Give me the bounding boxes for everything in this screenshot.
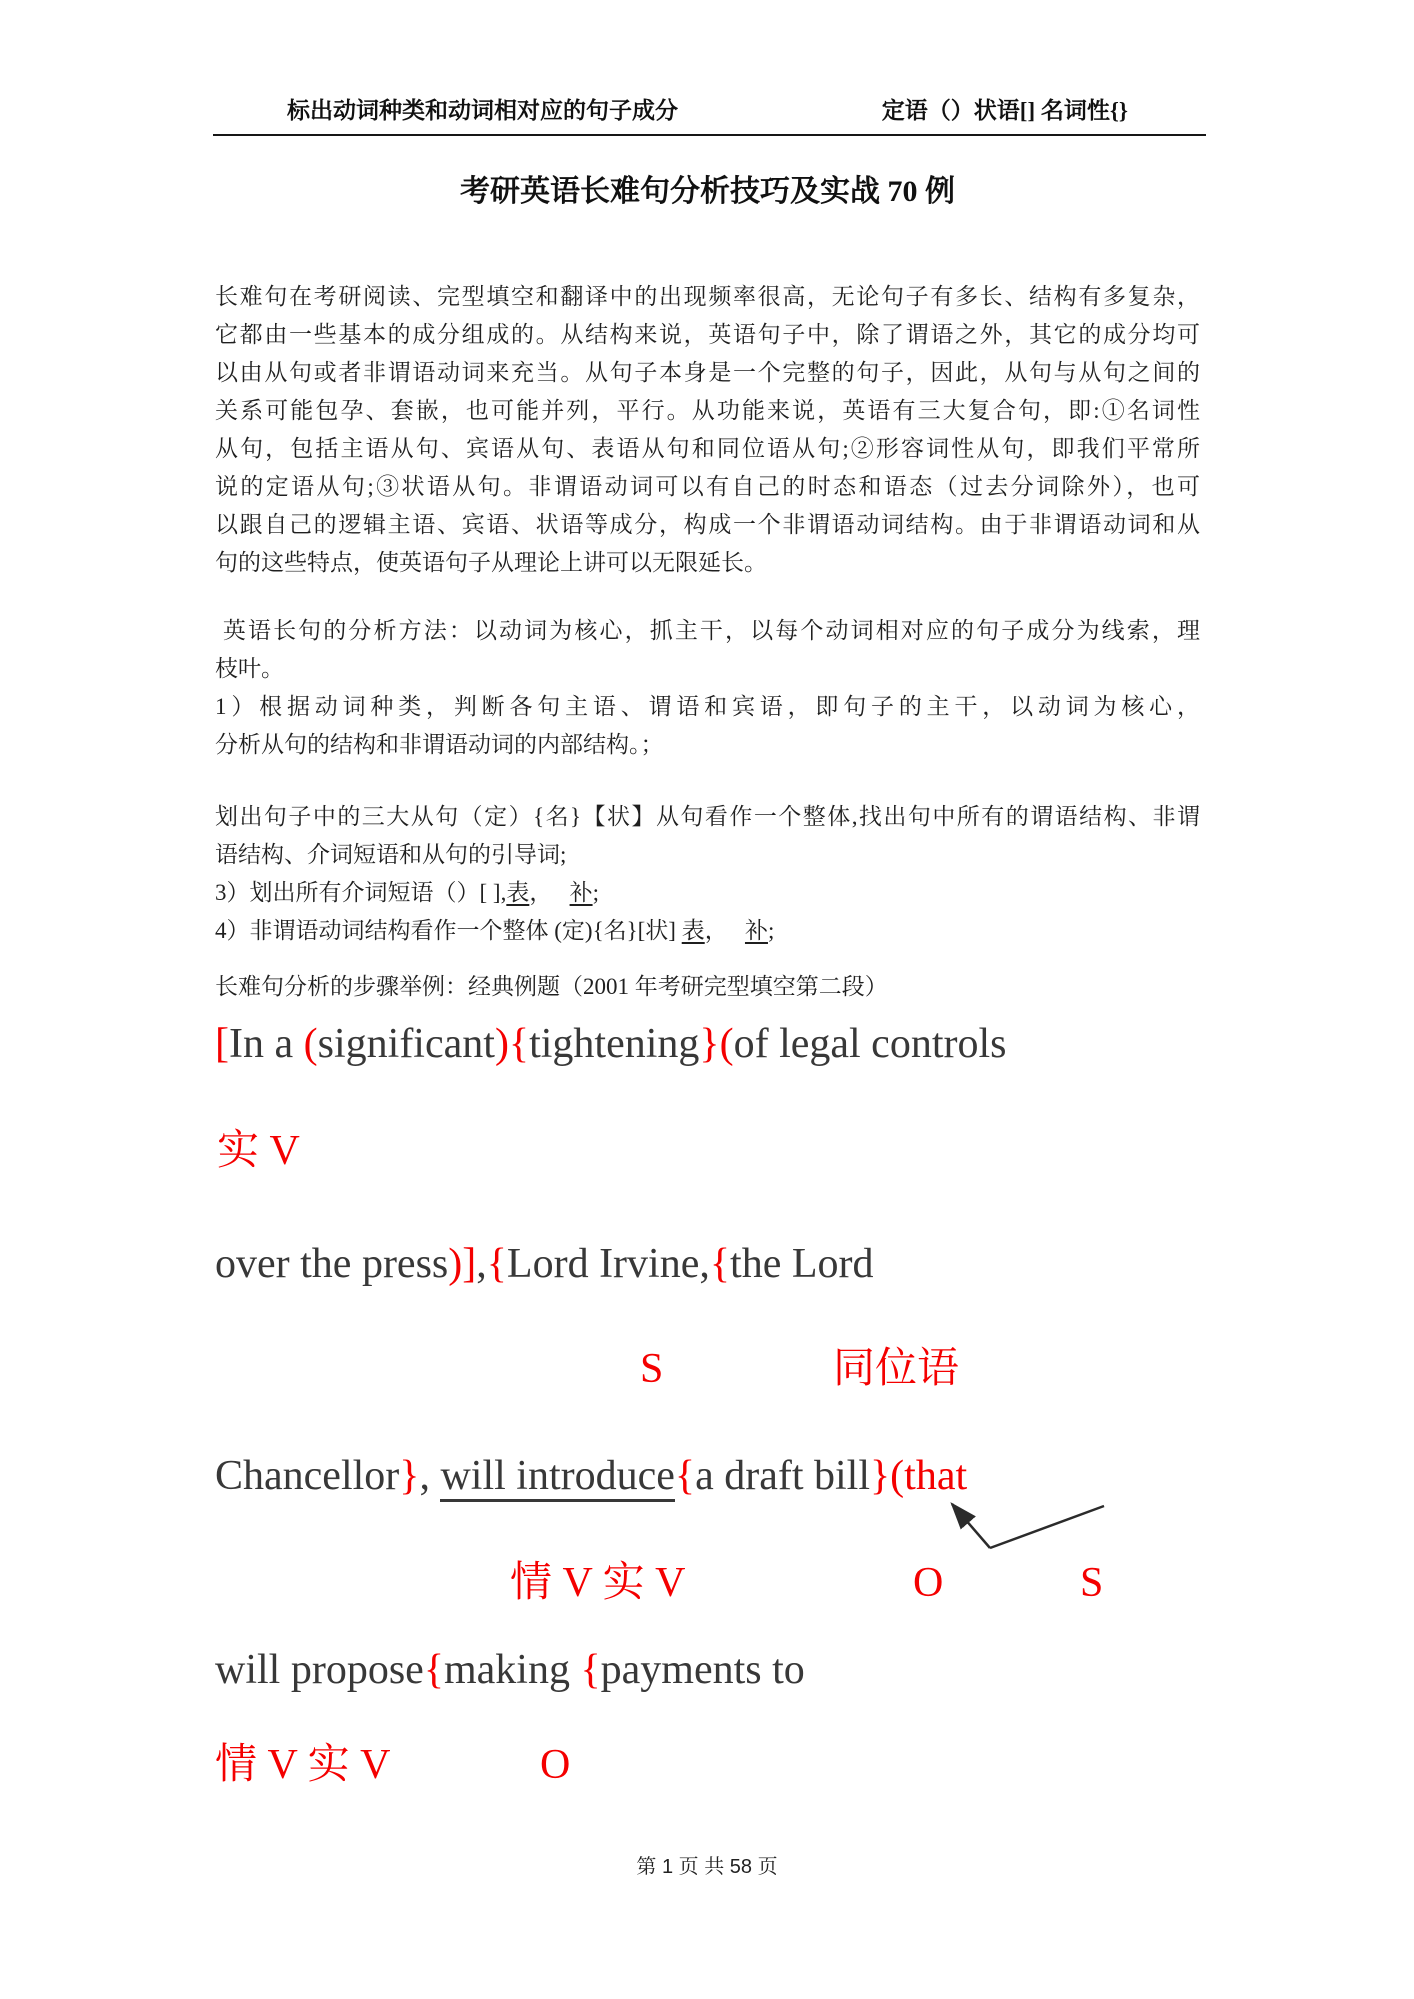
annotation-apposition: 同位语: [833, 1346, 960, 1392]
annotation-modal-real-bottom: 情 V 实 V: [215, 1742, 391, 1788]
intro-line-2: 它都由一些基本的成分组成的。从结构来说，英语句子中，除了谓语之外，其它的成分均可: [215, 322, 1200, 347]
intro-line-7: 以跟自己的逻辑主语、宾语、状语等成分，构成一个非谓语动词结构。由于非谓语动词和从: [215, 512, 1200, 537]
annotation-subject-mid: S: [1080, 1560, 1104, 1606]
annotation-subject-upper: S: [640, 1346, 664, 1392]
steps-line-2: 语结构、介词短语和从句的引导词;: [215, 842, 567, 867]
steps-line-1: 划出句子中的三大从句（定）{名}【状】从句看作一个整体,找出句中所有的谓语结构、非谓: [215, 804, 1200, 829]
page-number: 第 1 页 共 58 页: [636, 1856, 778, 1878]
intro-line-6: 说的定语从句;③状语从句。非谓语动词可以有自己的时态和语态（过去分词除外），也可: [215, 474, 1200, 499]
method-paragraph: [215, 612, 1200, 764]
sentence-line-2: over the press)],{Lord Irvine,{the Lord: [215, 1241, 874, 1287]
method-line-4: 分析从句的结构和非谓语动词的内部结构。；: [215, 732, 664, 757]
intro-line-8: 句的这些特点，使英语句子从理论上讲可以无限延长。: [215, 550, 767, 575]
header-legend: 定语（）状语[] 名词性{}: [881, 98, 1128, 123]
intro-line-1: 长难句在考研阅读、完型填空和翻译中的出现频率很高，无论句子有多长、结构有多复杂，: [215, 284, 1200, 309]
steps-line-3: 3）划出所有介词短语（）[ ],表， 补;: [215, 880, 599, 905]
sentence-line-3: Chancellor}, will introduce{a draft bill}(that: [215, 1450, 967, 1503]
annotation-object-bottom: O: [540, 1742, 571, 1788]
header-instruction: 标出动词种类和动词相对应的句子成分: [287, 98, 678, 123]
intro-paragraph: [215, 278, 1200, 582]
method-line-2: 枝叶。: [215, 656, 284, 681]
method-line-3: 1）根据动词种类，判断各句主语、谓语和宾语，即句子的主干，以动词为核心，: [215, 694, 1200, 719]
method-line-1: 英语长句的分析方法：以动词为核心，抓主干，以每个动词相对应的句子成分为线索，理: [215, 618, 1200, 643]
example-intro: 长难句分析的步骤举例：经典例题（2001 年考研完型填空第二段）: [215, 974, 888, 999]
intro-line-4: 关系可能包孕、套嵌，也可能并列，平行。从功能来说，英语有三大复合句，即:①名词性: [215, 398, 1200, 423]
steps-line-4: 4）非谓语动词结构看作一个整体 (定){名}[状] 表， 补;: [215, 918, 775, 943]
page-title: 考研英语长难句分析技巧及实战 70 例: [460, 175, 955, 208]
annotation-object-mid: O: [913, 1560, 944, 1606]
annotation-modal-real-mid: 情 V 实 V: [510, 1560, 686, 1606]
antecedent-arrow: [928, 1490, 1128, 1560]
page-header: [213, 92, 1206, 136]
sentence-line-1: [In a (significant){tightening}(of legal controls: [215, 1021, 1007, 1067]
intro-line-5: 从句，包括主语从句、宾语从句、表语从句和同位语从句;②形容词性从句，即我们平常所: [215, 436, 1200, 461]
intro-line-3: 以由从句或者非谓语动词来充当。从句子本身是一个完整的句子，因此，从句与从句之间的: [215, 360, 1200, 385]
annotation-real-v: 实 V: [217, 1128, 300, 1174]
sentence-line-4: will propose{making {payments to: [215, 1647, 805, 1693]
steps-paragraph: [215, 798, 1200, 950]
